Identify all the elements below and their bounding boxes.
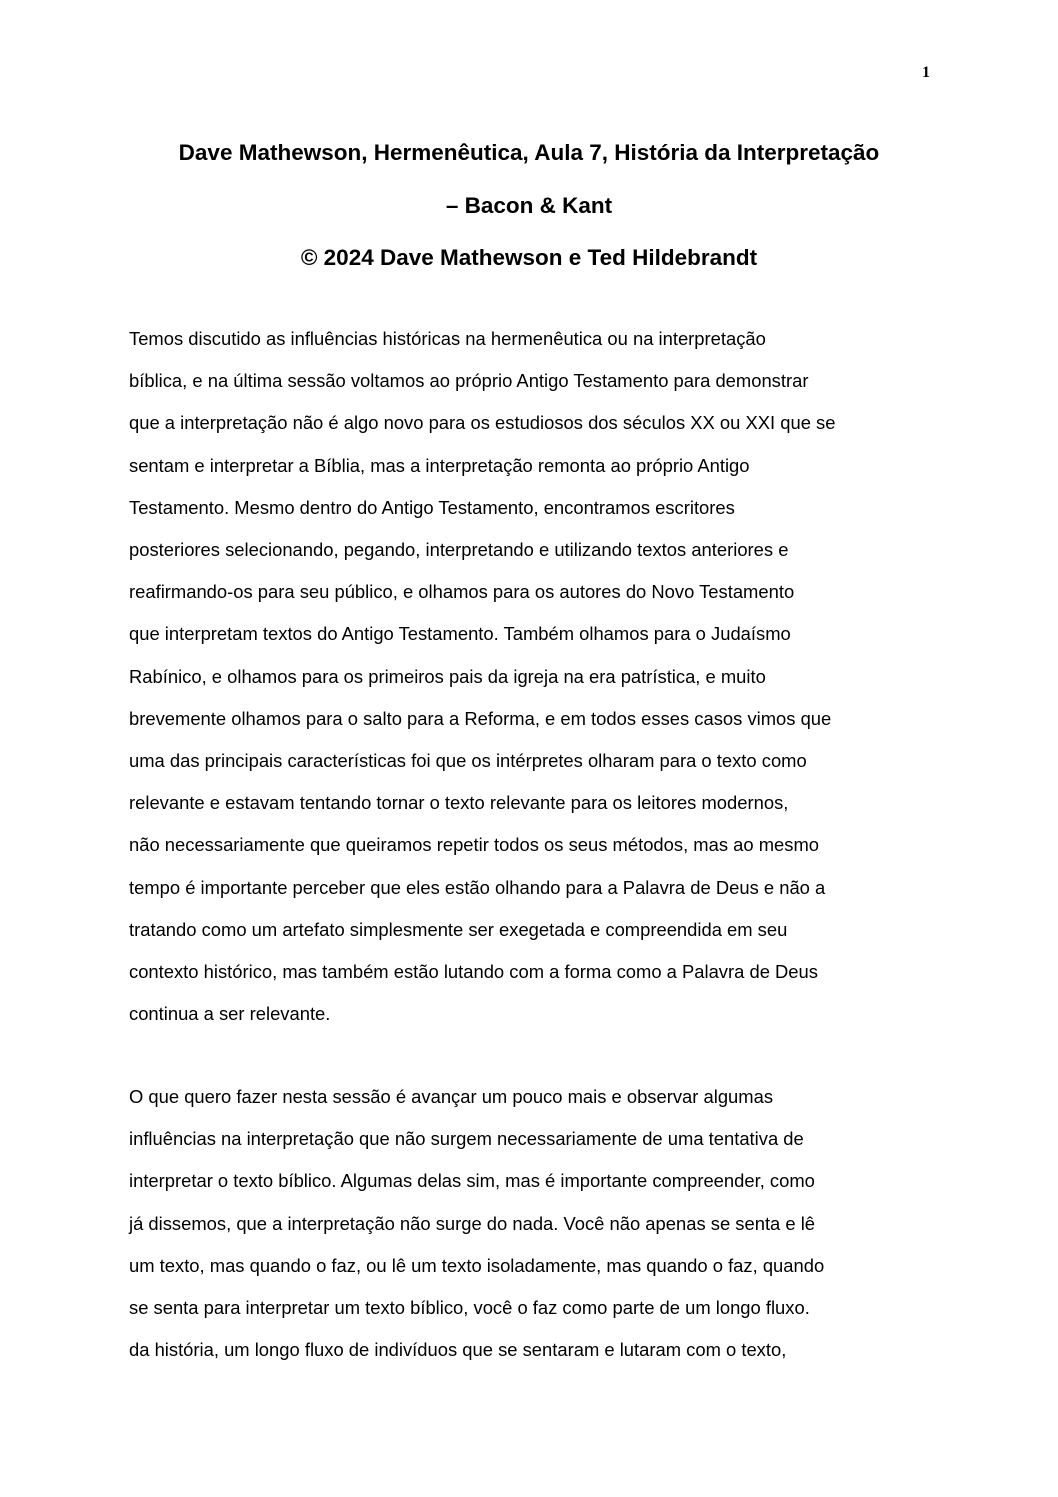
text-line: tratando como um artefato simplesmente ser exegetada e compreendida em seu bbox=[129, 918, 788, 940]
text-line: continua a ser relevante. bbox=[129, 1003, 331, 1025]
document-title bbox=[100, 127, 958, 285]
title-line-1: Dave Mathewson, Hermenêutica, Aula 7, História da Interpretação bbox=[178, 140, 880, 165]
copyright-line: © 2024 Dave Mathewson e Ted Hildebrandt bbox=[300, 245, 758, 270]
text-line: sentam e interpretar a Bíblia, mas a interpretação remonta ao próprio Antigo bbox=[129, 454, 750, 476]
text-line: tempo é importante perceber que eles estão olhando para a Palavra de Deus e não a bbox=[129, 876, 826, 898]
text-line: interpretar o texto bíblico. Algumas delas sim, mas é importante compreender, como bbox=[129, 1170, 815, 1192]
text-line: que a interpretação não é algo novo para os estudiosos dos séculos XX ou XXI que se bbox=[129, 412, 836, 434]
text-line: um texto, mas quando o faz, ou lê um texto isoladamente, mas quando o faz, quando bbox=[129, 1254, 825, 1276]
paragraph-1 bbox=[129, 318, 929, 1035]
text-line: contexto histórico, mas também estão lutando com a forma como a Palavra de Deus bbox=[129, 961, 818, 983]
text-line: Temos discutido as influências históricas na hermenêutica ou na interpretação bbox=[129, 328, 766, 349]
text-line: influências na interpretação que não surgem necessariamente de uma tentativa de bbox=[129, 1128, 804, 1150]
text-line: relevante e estavam tentando tornar o texto relevante para os leitores modernos, bbox=[129, 792, 789, 814]
paragraph-2 bbox=[129, 1076, 929, 1371]
text-line: uma das principais características foi que os intérpretes olharam para o texto como bbox=[129, 750, 807, 772]
text-line: não necessariamente que queiramos repetir todos os seus métodos, mas ao mesmo bbox=[129, 834, 820, 856]
text-line: bíblica, e na última sessão voltamos ao próprio Antigo Testamento para demonstrar bbox=[129, 370, 809, 392]
text-line: da história, um longo fluxo de indivíduos que se sentaram e lutaram com o texto, bbox=[129, 1339, 787, 1361]
text-line: se senta para interpretar um texto bíblico, você o faz como parte de um longo fluxo. bbox=[129, 1297, 810, 1319]
text-line: reafirmando-os para seu público, e olhamos para os autores do Novo Testamento bbox=[129, 581, 795, 603]
text-line: posteriores selecionando, pegando, interpretando e utilizando textos anteriores e bbox=[129, 539, 789, 561]
text-line: já dissemos, que a interpretação não surge do nada. Você não apenas se senta e lê bbox=[129, 1212, 816, 1234]
title-line-2: – Bacon & Kant bbox=[445, 192, 613, 218]
text-line: brevemente olhamos para o salto para a Reforma, e em todos esses casos vimos que bbox=[129, 707, 832, 729]
text-line: Testamento. Mesmo dentro do Antigo Testamento, encontramos escritores bbox=[129, 496, 735, 518]
text-line: O que quero fazer nesta sessão é avançar um pouco mais e observar algumas bbox=[129, 1086, 774, 1107]
text-line: Rabínico, e olhamos para os primeiros pais da igreja na era patrística, e muito bbox=[129, 665, 766, 687]
page-number: 1 bbox=[922, 64, 930, 81]
text-line: que interpretam textos do Antigo Testamento. Também olhamos para o Judaísmo bbox=[129, 623, 791, 645]
